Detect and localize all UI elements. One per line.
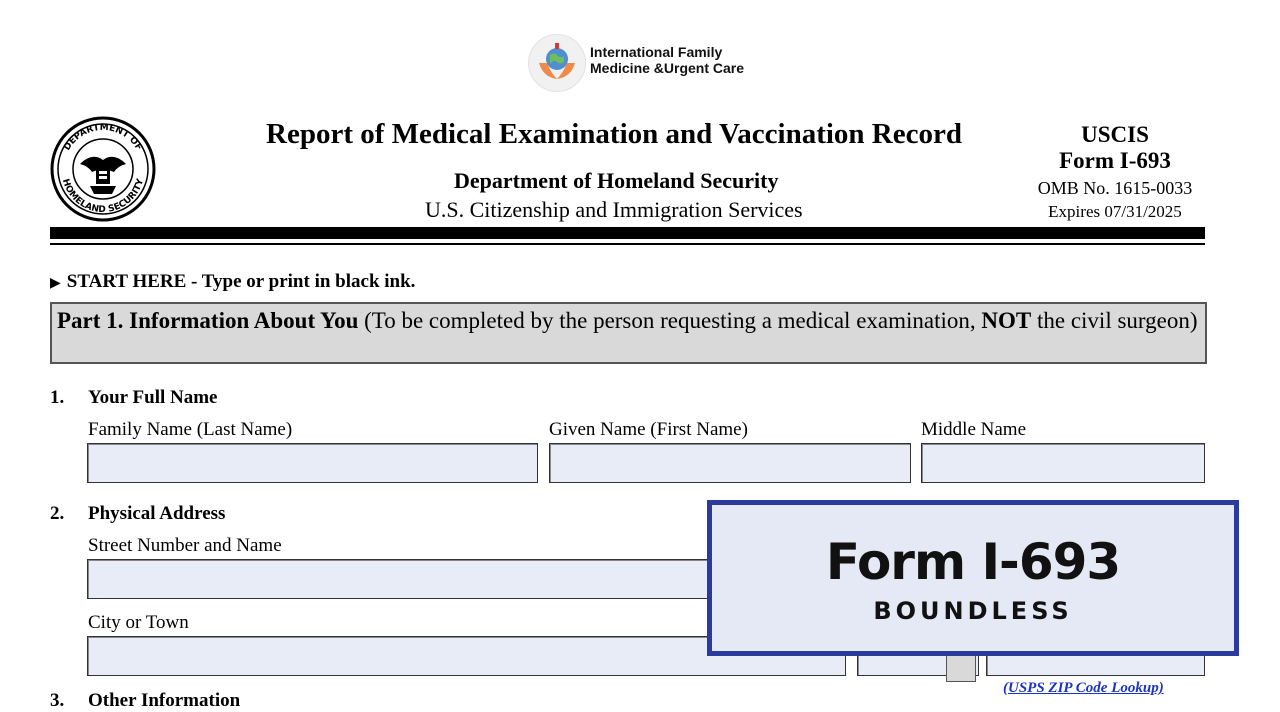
start-here-instruction — [50, 271, 415, 293]
overlay-title: Form I-693 — [825, 533, 1121, 591]
q2-number: 2. — [50, 503, 65, 524]
header-divider-thick — [50, 227, 1205, 239]
q2-label: Physical Address — [88, 503, 226, 524]
globe-hands-icon — [529, 35, 585, 91]
street-input[interactable] — [87, 559, 749, 599]
omb-number: OMB No. 1615-0033 — [1037, 178, 1193, 198]
part1-desc-a: (To be completed by the person requesting a medical examination, — [358, 308, 982, 333]
form-number: Form I-693 — [1059, 148, 1171, 173]
agency-name: U.S. Citizenship and Immigration Services — [425, 197, 803, 222]
q1-number: 1. — [50, 387, 65, 408]
clinic-name-line2: Medicine &Urgent Care — [590, 60, 745, 76]
seal-text-bottom: HOMELAND SECURITY — [59, 177, 147, 216]
given-name-input[interactable] — [549, 443, 911, 483]
q1-label: Your Full Name — [88, 387, 218, 408]
clinic-name-line1: International Family — [590, 44, 723, 60]
part1-desc-not: NOT — [981, 308, 1032, 333]
family-name-input[interactable] — [87, 443, 538, 483]
overlay-banner — [707, 500, 1239, 656]
seal-text-top: DEPARTMENT OF — [62, 122, 144, 153]
part1-desc-b: the civil surgeon) — [1031, 308, 1198, 333]
q3-number: 3. — [50, 690, 65, 711]
family-name-label: Family Name (Last Name) — [88, 419, 293, 440]
form-title: Report of Medical Examination and Vaccination Record — [266, 118, 962, 150]
state-dropdown-button[interactable] — [946, 654, 976, 682]
overlay-subtitle: BOUNDLESS — [873, 597, 1073, 625]
part1-heading: Part 1. Information About You — [57, 308, 359, 333]
part1-header — [50, 302, 1207, 364]
middle-name-label: Middle Name — [921, 419, 1027, 440]
expiration-date: Expires 07/31/2025 — [1048, 202, 1182, 221]
play-arrow-icon: ▶ — [50, 275, 61, 291]
given-name-label: Given Name (First Name) — [549, 419, 748, 440]
middle-name-input[interactable] — [921, 443, 1205, 483]
clinic-logo — [528, 34, 586, 92]
street-label: Street Number and Name — [88, 535, 282, 556]
city-label: City or Town — [88, 612, 189, 633]
usps-zip-lookup-link[interactable]: (USPS ZIP Code Lookup) — [1003, 680, 1164, 696]
header-divider-thin — [50, 243, 1205, 245]
department-name: Department of Homeland Security — [454, 168, 779, 193]
q3-label: Other Information — [88, 690, 241, 711]
start-here-text: START HERE - Type or print in black ink. — [66, 271, 416, 292]
dhs-seal — [50, 116, 156, 222]
uscis-label: USCIS — [1081, 122, 1149, 147]
